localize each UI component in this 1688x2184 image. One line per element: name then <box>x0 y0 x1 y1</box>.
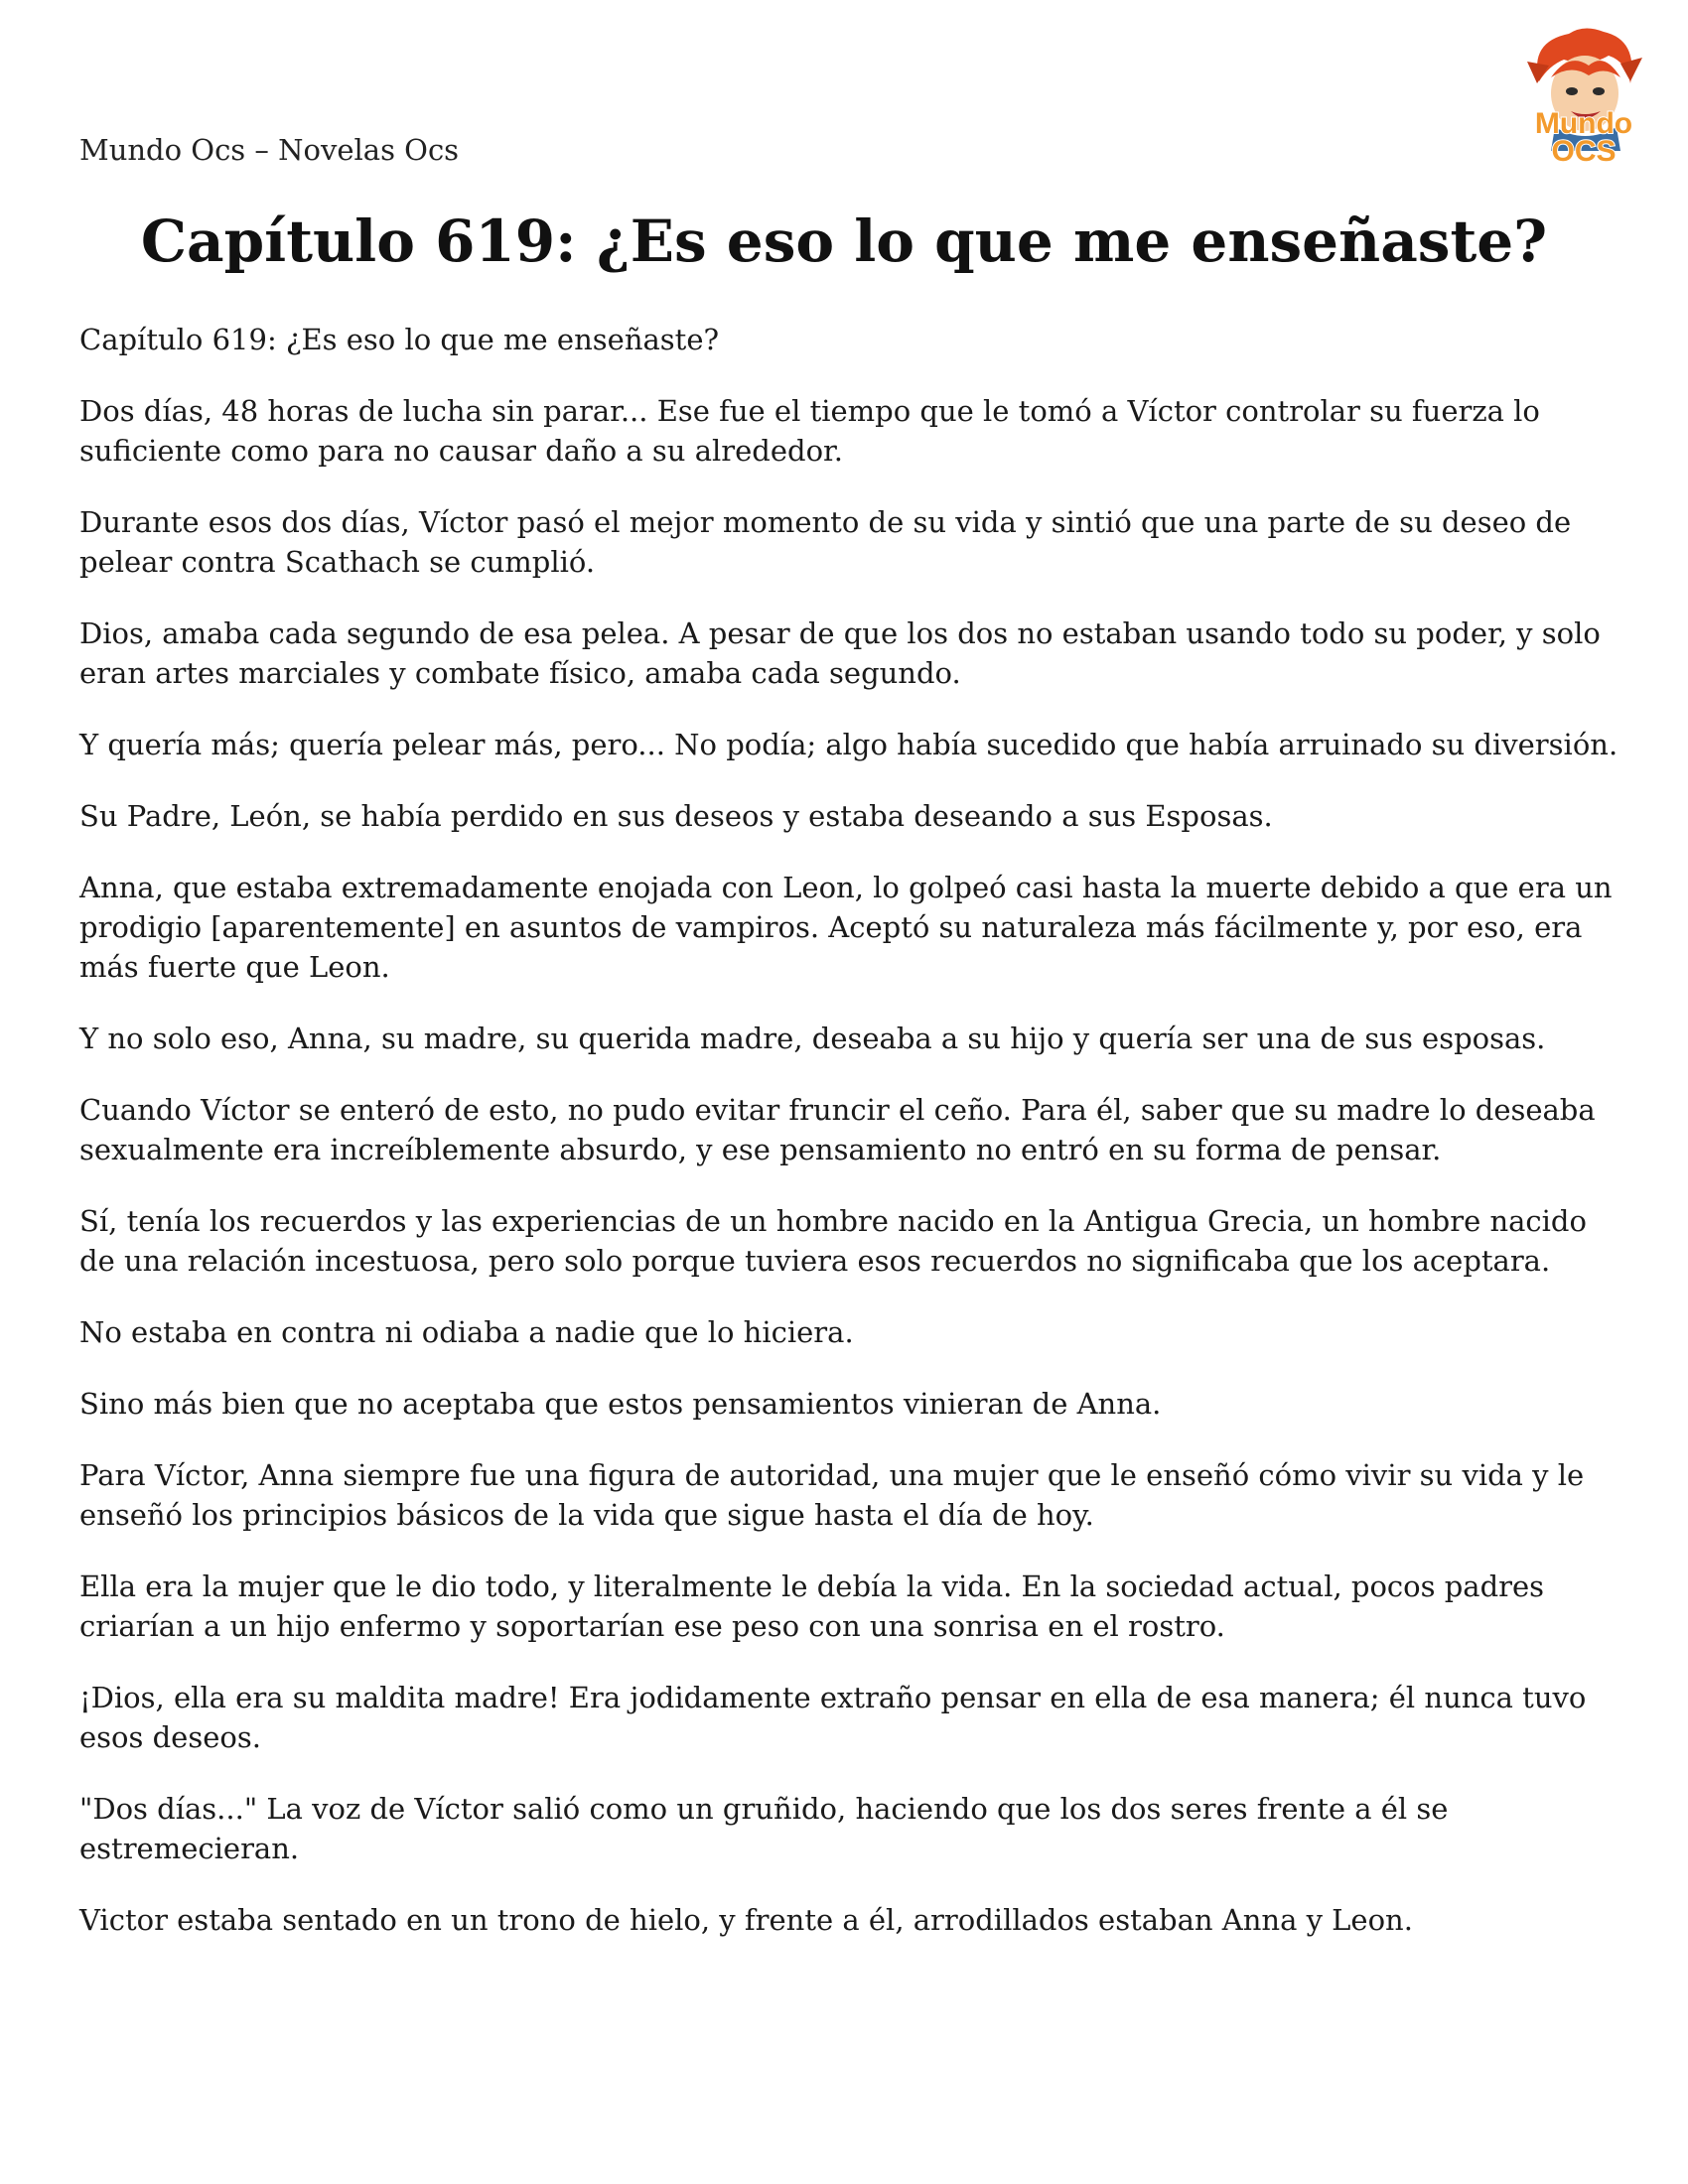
paragraph: Su Padre, León, se había perdido en sus deseos y estaba deseando a sus Esposas. <box>79 799 1273 833</box>
paragraph: Dios, amaba cada segundo de esa pelea. A pesar de que los dos no estaban usando todo su poder, y solo eran artes marciales y combate físico, amaba cada segundo. <box>79 616 1601 690</box>
logo-text-top: Mundo <box>1534 107 1633 140</box>
chapter-body <box>79 320 1628 1972</box>
paragraph: No estaba en contra ni odiaba a nadie que lo hiciera. <box>79 1315 854 1349</box>
paragraph: Sí, tenía los recuerdos y las experiencias de un hombre nacido en la Antigua Grecia, un hombre nacido de una relación incestuosa, pero solo porque tuviera esos recuerdos no significaba que los aceptara. <box>79 1204 1587 1278</box>
paragraph: Durante esos dos días, Víctor pasó el mejor momento de su vida y sintió que una parte de su deseo de pelear contra Scathach se cumplió. <box>79 505 1572 579</box>
paragraph: Sino más bien que no aceptaba que estos pensamientos vinieran de Anna. <box>79 1387 1162 1421</box>
paragraph: Ella era la mujer que le dio todo, y literalmente le debía la vida. En la sociedad actual, pocos padres criarían a un hijo enfermo y soportarían ese peso con una sonrisa en el rostro. <box>79 1570 1545 1643</box>
paragraph: Y quería más; quería pelear más, pero... No podía; algo había sucedido que había arruinado su diversión. <box>79 728 1618 761</box>
paragraph: Victor estaba sentado en un trono de hielo, y frente a él, arrodillados estaban Anna y Leon. <box>79 1903 1413 1937</box>
paragraph: Capítulo 619: ¿Es eso lo que me enseñaste? <box>79 323 720 356</box>
paragraph: ¡Dios, ella era su maldita madre! Era jodidamente extraño pensar en ella de esa manera; él nunca tuvo esos deseos. <box>79 1681 1587 1754</box>
chapter-title: Capítulo 619: ¿Es eso lo que me enseñaste? <box>140 207 1548 275</box>
paragraph: Anna, que estaba extremadamente enojada con Leon, lo golpeó casi hasta la muerte debido a que era un prodigio [aparentemente] en asuntos de vampiros. Aceptó su naturaleza más fácilmente y, por eso, era más fuerte que Leon. <box>79 871 1613 984</box>
paragraph: Y no solo eso, Anna, su madre, su querida madre, deseaba a su hijo y quería ser una de sus esposas. <box>79 1022 1546 1055</box>
site-header: Mundo Ocs – Novelas Ocs <box>79 133 460 167</box>
mundo-ocs-logo <box>1509 22 1658 171</box>
paragraph: Para Víctor, Anna siempre fue una figura de autoridad, una mujer que le enseñó cómo vivir su vida y le enseñó los principios básicos de la vida que sigue hasta el día de hoy. <box>79 1458 1585 1532</box>
logo-text-bottom: OCS <box>1551 135 1617 168</box>
paragraph: Cuando Víctor se enteró de esto, no pudo evitar fruncir el ceño. Para él, saber que su madre lo deseaba sexualmente era increíblemente absurdo, y ese pensamiento no entró en su forma de pensar. <box>79 1093 1596 1166</box>
paragraph: Dos días, 48 horas de lucha sin parar... Ese fue el tiempo que le tomó a Víctor controlar su fuerza lo suficiente como para no causar daño a su alrededor. <box>79 394 1540 468</box>
paragraph: "Dos días..." La voz de Víctor salió como un gruñido, haciendo que los dos seres frente a él se estremecieran. <box>79 1792 1449 1865</box>
